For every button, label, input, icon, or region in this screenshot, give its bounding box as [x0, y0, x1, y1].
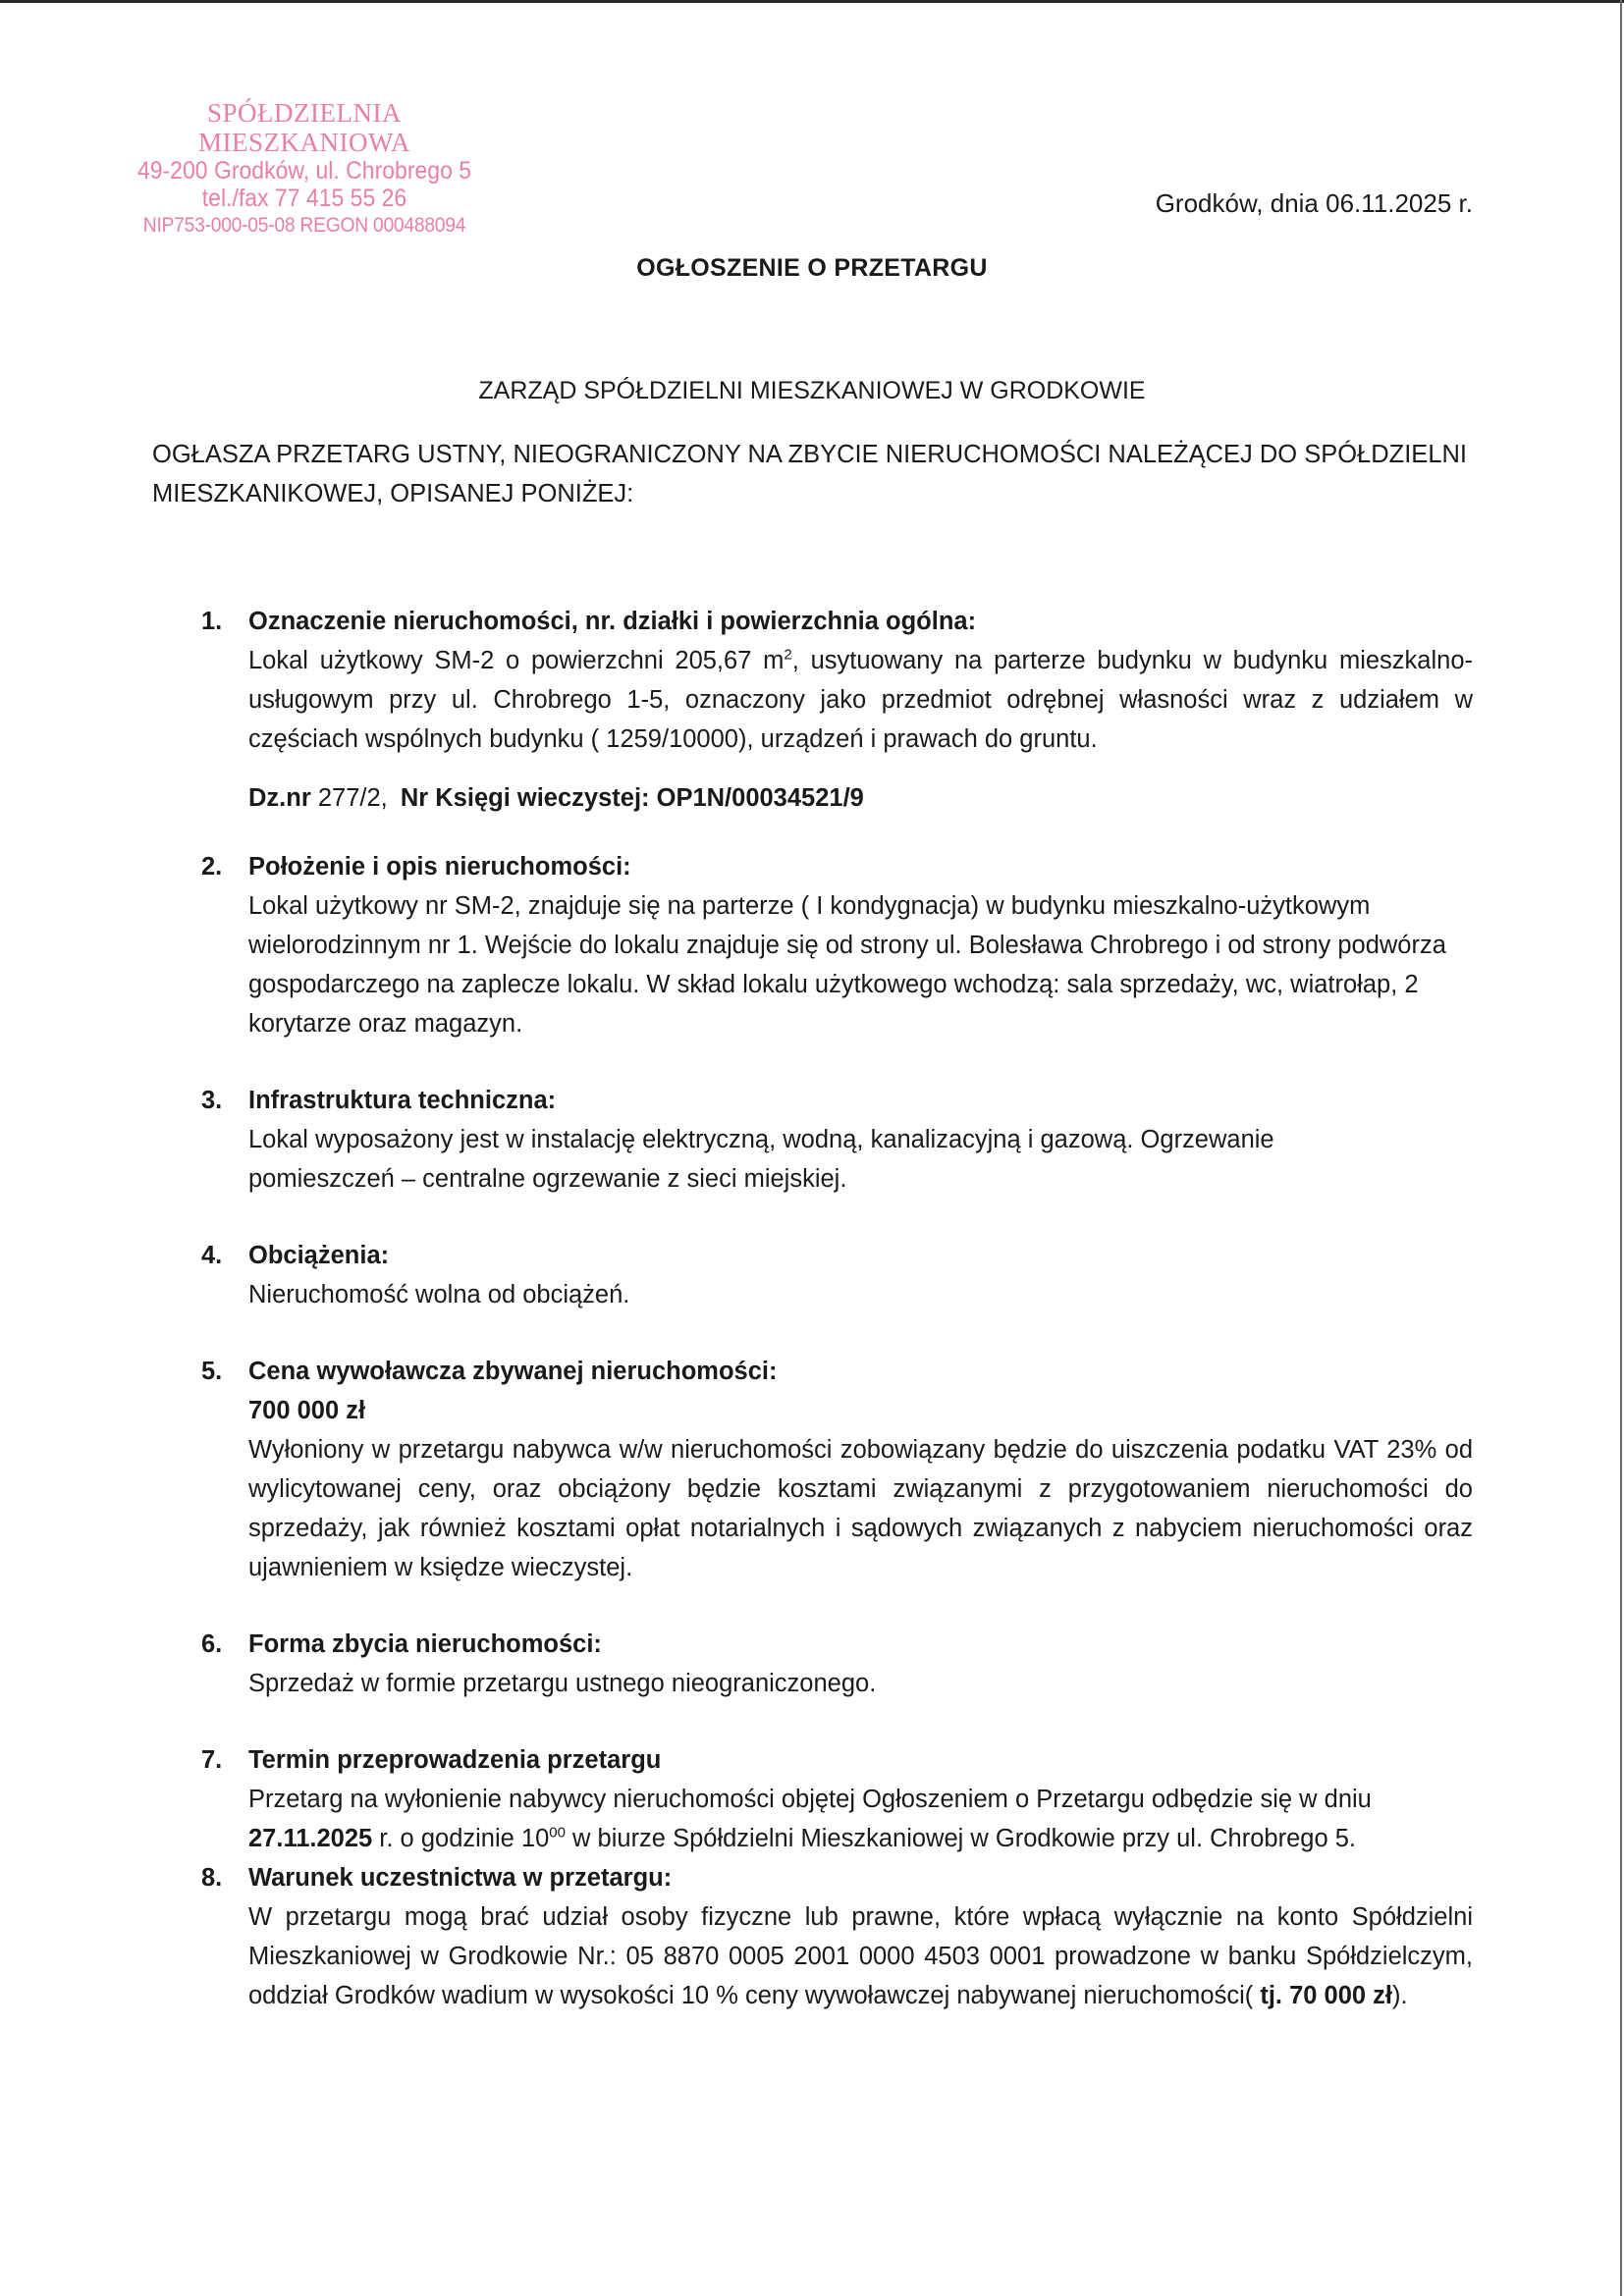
- item-body-text: r. o godzinie 10: [372, 1825, 550, 1852]
- tender-items-list: [201, 602, 1473, 2015]
- item-number: 3.: [201, 1087, 223, 1114]
- item-body-text: Przetarg na wyłonienie nabywcy nieruchomości objętej Ogłoszeniem o Przetargu odbędzie się w dniu: [248, 1786, 1372, 1813]
- item-number: 2.: [201, 853, 223, 881]
- item-number: 1.: [201, 608, 223, 635]
- starting-price: 700 000 zł: [248, 1397, 366, 1424]
- item-heading: Obciążenia:: [248, 1242, 390, 1269]
- item-number: 8.: [201, 1864, 223, 1892]
- stamp-ids: NIP753-000-05-08 REGON 000488094: [142, 214, 466, 237]
- stamp-name: SPÓŁDZIELNIA MIESZKANIOWA: [198, 98, 410, 157]
- land-register-number: Nr Księgi wieczystej: OP1N/00034521/9: [400, 784, 864, 812]
- item-body: [248, 1780, 1473, 1858]
- parcel-label: Dz.nr: [248, 784, 311, 812]
- tender-item: [201, 1236, 1473, 1314]
- tender-item: [201, 1625, 1473, 1703]
- item-body-text: Lokal użytkowy SM-2 o powierzchni 205,67 m: [248, 647, 785, 674]
- land-registry-info: [248, 778, 1473, 818]
- item-body: [248, 641, 1473, 759]
- tender-date: 27.11.2025: [248, 1825, 373, 1852]
- item-heading: Położenie i opis nieruchomości:: [248, 853, 631, 881]
- item-body-text: , usytuowany na parterze budynku w budynku mieszkalno-usługowym przy ul. Chrobrego 1-5, oznaczony jako przedmiot odrębnej własności wraz z udziałem w częściach wspólnych budynku ( 1259/10000), urządzeń i prawach do gruntu.: [248, 647, 1473, 753]
- tender-item: [201, 1081, 1473, 1199]
- item-body: [248, 1897, 1473, 2015]
- item-heading: Oznaczenie nieruchomości, nr. działki i powierzchnia ogólna:: [248, 608, 977, 635]
- item-number: 6.: [201, 1630, 223, 1658]
- item-body: Sprzedaż w formie przetargu ustnego nieograniczonego.: [248, 1670, 877, 1697]
- tender-item: [201, 602, 1473, 818]
- item-body: Wyłoniony w przetargu nabywca w/w nieruchomości zobowiązany będzie do uiszczenia podatku VAT 23% od wylicytowanej ceny, oraz obciążony będzie kosztami związanymi z przygotowaniem nieruchomości do sprzedaży, jak również kosztami opłat notarialnych i sądowych związanych z nabyciem nieruchomości oraz ujawnieniem w księdze wieczystej.: [248, 1436, 1473, 1581]
- tender-item: [201, 1740, 1473, 1858]
- scan-top-edge: [0, 0, 1624, 3]
- document-title: OGŁOSZENIE O PRZETARGU: [636, 254, 988, 282]
- item-body: Lokal użytkowy nr SM-2, znajduje się na parterze ( I kondygnacja) w budynku mieszkalno-użytkowym wielorodzinnym nr 1. Wejście do lokalu znajduje się od strony ul. Bolesława Chrobrego i od strony podwórza gospodarczego na zaplecze lokalu. W skład lokalu użytkowego wchodzą: sala sprzedaży, wc, wiatrołap, 2 korytarze oraz magazyn.: [248, 892, 1446, 1038]
- tender-item: [201, 847, 1473, 1043]
- issuer-board: ZARZĄD SPÓŁDZIELNI MIESZKANIOWEJ W GRODKOWIE: [478, 377, 1146, 404]
- item-number: 4.: [201, 1242, 223, 1269]
- item-body: Nieruchomość wolna od obciążeń.: [248, 1281, 630, 1308]
- item-body-text: w biurze Spółdzielni Mieszkaniowej w Grodkowie przy ul. Chrobrego 5.: [565, 1825, 1356, 1852]
- tender-item: [201, 1858, 1473, 2015]
- item-body-text: ).: [1392, 1982, 1408, 2009]
- deposit-amount: tj. 70 000 zł: [1253, 1982, 1393, 2009]
- tender-time-minutes: 00: [549, 1824, 566, 1842]
- item-heading: Forma zbycia nieruchomości:: [248, 1630, 602, 1658]
- parcel-value: 277/2,: [317, 784, 388, 812]
- item-heading: Infrastruktura techniczna:: [248, 1087, 557, 1114]
- document-date: Grodków, dnia 06.11.2025 r.: [1155, 188, 1473, 218]
- stamp-phone: tel./fax 77 415 55 26: [201, 185, 407, 212]
- item-number: 5.: [201, 1358, 223, 1385]
- item-heading: Cena wywoławcza zbywanej nieruchomości:: [248, 1358, 778, 1385]
- tender-item: [201, 1352, 1473, 1587]
- cooperative-stamp: [108, 98, 501, 240]
- scan-right-edge: [1620, 0, 1622, 2296]
- announcement-lead: OGŁASZA PRZETARG USTNY, NIEOGRANICZONY NA ZBYCIE NIERUCHOMOŚCI NALEŻĄCEJ DO SPÓŁDZIELNI MIESZKANIKOWEJ, OPISANEJ PONIŻEJ:: [152, 441, 1467, 507]
- item-heading: Warunek uczestnictwa w przetargu:: [248, 1864, 673, 1892]
- stamp-address: 49-200 Grodków, ul. Chrobrego 5: [136, 157, 472, 185]
- item-heading: Termin przeprowadzenia przetargu: [248, 1746, 662, 1774]
- item-body: Lokal wyposażony jest w instalację elektryczną, wodną, kanalizacyjną i gazową. Ogrzewanie pomieszczeń – centralne ogrzewanie z sieci miejskiej.: [248, 1126, 1274, 1193]
- item-body-text: W przetargu mogą brać udział osoby fizyczne lub prawne, które wpłacą wyłącznie na konto Spółdzielni Mieszkaniowej w Grodkowie Nr.: 05 8870 0005 2001 0000 4503 0001 prowadzone w banku Spółdzielczym, oddział Grodków wadium w wysokości 10 % ceny wywoławczej nabywanej nieruchomości(: [248, 1903, 1473, 2009]
- item-number: 7.: [201, 1746, 223, 1774]
- area-unit-superscript: 2: [784, 646, 792, 664]
